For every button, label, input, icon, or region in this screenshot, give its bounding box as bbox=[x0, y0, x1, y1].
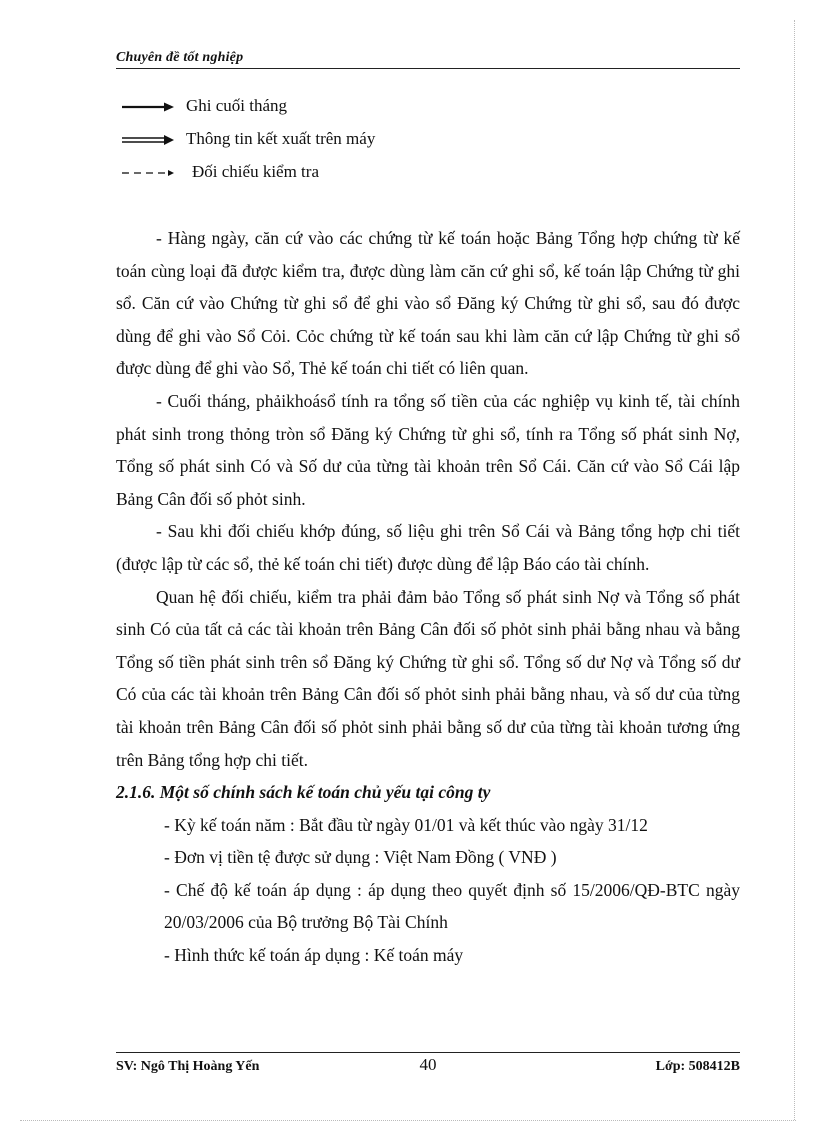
double-arrow-icon bbox=[122, 134, 174, 146]
legend-item-monthly bbox=[122, 94, 622, 127]
legend-label: Thông tin kết xuất trên máy bbox=[186, 129, 376, 148]
legend-item-machine-output bbox=[122, 127, 622, 160]
legend-item-reconcile bbox=[122, 160, 622, 193]
document-body bbox=[116, 222, 740, 972]
solid-arrow-icon bbox=[122, 101, 174, 113]
header-title: Chuyên đề tốt nghiệp bbox=[116, 50, 244, 65]
legend-label: Ghi cuối tháng bbox=[186, 96, 288, 115]
page-border-bottom bbox=[20, 1120, 796, 1121]
policy-item: - Kỳ kế toán năm : Bắt đầu từ ngày 01/01 và kết thúc vào ngày 31/12 bbox=[164, 814, 648, 835]
page-header bbox=[116, 48, 740, 69]
footer-student: SV: Ngô Thị Hoàng Yến bbox=[116, 1059, 260, 1074]
footer-class: Lớp: 508412B bbox=[655, 1059, 740, 1074]
paragraph: Quan hệ đối chiếu, kiểm tra phải đảm bảo Tổng số phát sinh Nợ và Tổng số phát sinh Có của tất cả các tài khoản trên Bảng Cân đối số phỏt sinh phải bằng nhau và bằng Tổng số tiền phát sinh trên sổ Đăng ký Chứng từ ghi sổ. Tổng số dư Nợ và Tổng số dư Có của các tài khoản trên Bảng Cân đối số phỏt sinh phải bằng nhau, và số dư của từng tài khoản trên Bảng Cân đối số phỏt sinh phải bằng số dư của từng tài khoản tương ứng trên Bảng tổng hợp chi tiết. bbox=[116, 586, 740, 770]
legend-label: Đối chiếu kiểm tra bbox=[192, 162, 319, 181]
section-heading: 2.1.6. Một số chính sách kế toán chủ yếu tại công ty bbox=[116, 782, 491, 803]
policy-item: - Đơn vị tiền tệ được sử dụng : Việt Nam Đồng ( VNĐ ) bbox=[164, 847, 557, 868]
paragraph: - Hàng ngày, căn cứ vào các chứng từ kế toán hoặc Bảng Tổng hợp chứng từ kế toán cùng loại đã được kiểm tra, được dùng làm căn cứ ghi sổ, kế toán lập Chứng từ ghi sổ. Căn cứ vào Chứng từ ghi sổ để ghi vào sổ Đăng ký Chứng từ ghi sổ, sau đó được dùng để ghi vào Sổ Cỏi. Cỏc chứng từ kế toán sau khi làm căn cứ lập Chứng từ ghi sổ được dùng để ghi vào Sổ, Thẻ kế toán chi tiết có liên quan. bbox=[116, 228, 740, 379]
page-footer bbox=[116, 1052, 740, 1077]
page-number: 40 bbox=[419, 1055, 437, 1074]
policy-list bbox=[116, 809, 740, 972]
page-border-right bbox=[794, 20, 795, 1120]
paragraph: - Sau khi đối chiếu khớp đúng, số liệu ghi trên Sổ Cái và Bảng tổng hợp chi tiết (được lập từ các sổ, thẻ kế toán chi tiết) được dùng để lập Báo cáo tài chính. bbox=[116, 521, 740, 574]
legend bbox=[122, 94, 622, 193]
policy-item: - Hình thức kế toán áp dụng : Kế toán máy bbox=[164, 945, 464, 966]
paragraph: - Cuối tháng, phảikhoásổ tính ra tổng số tiền của các nghiệp vụ kinh tế, tài chính phát sinh trong thỏng tròn sổ Đăng ký Chứng từ ghi sổ, tính ra Tổng số phát sinh Nợ, Tổng số phát sinh Có và Số dư của từng tài khoản trên Sổ Cái. Căn cứ vào Sổ Cái lập Bảng Cân đối số phỏt sinh. bbox=[116, 390, 740, 509]
dashed-arrow-icon bbox=[122, 167, 174, 179]
policy-item: - Chế độ kế toán áp dụng : áp dụng theo quyết định số 15/2006/QĐ-BTC ngày 20/03/2006 của Bộ trưởng Bộ Tài Chính bbox=[164, 879, 740, 933]
